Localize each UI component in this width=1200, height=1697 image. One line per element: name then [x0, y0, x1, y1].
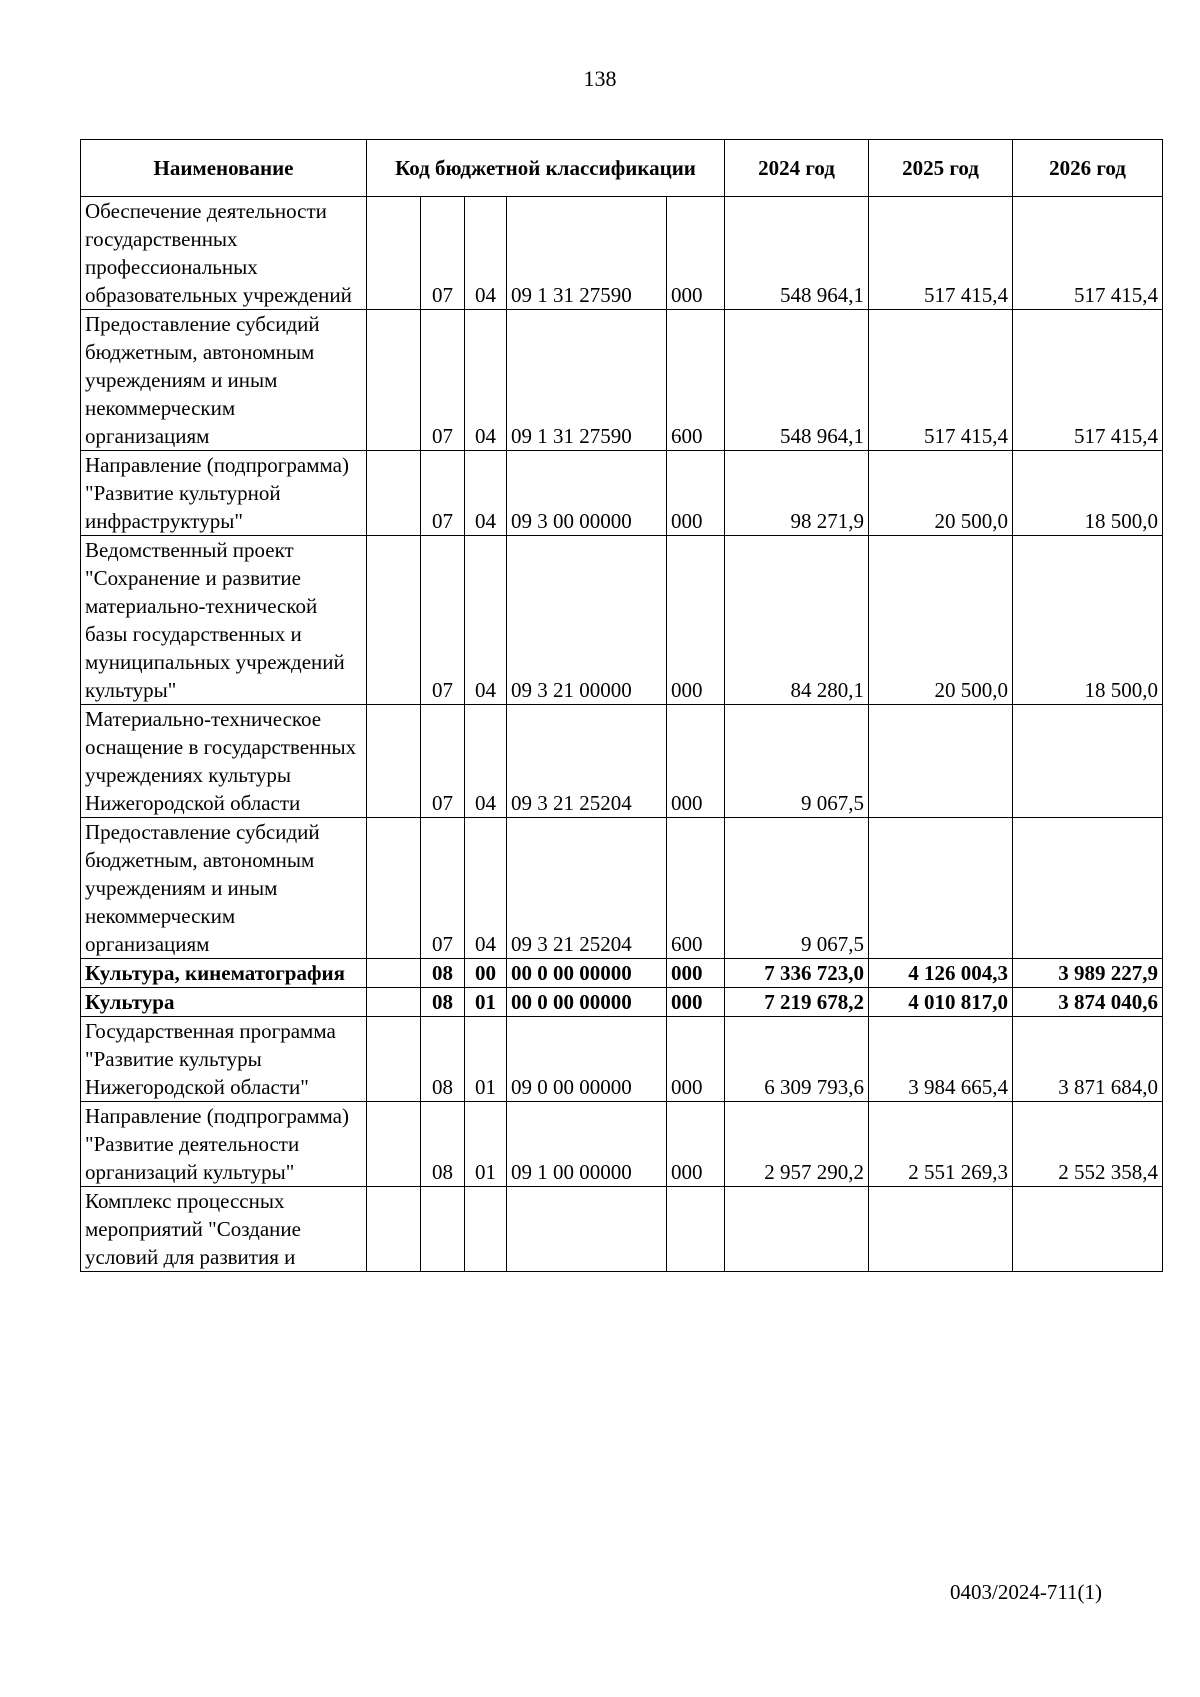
row-section-code: 07: [421, 705, 465, 818]
table-row: [81, 197, 1163, 310]
table-row: [81, 310, 1163, 451]
table-row: [81, 536, 1163, 705]
table-row: [81, 1187, 1163, 1272]
row-value-2026: 517 415,4: [1013, 310, 1163, 451]
row-value-2024: 548 964,1: [725, 197, 869, 310]
row-expense-type-code: 000: [667, 451, 725, 536]
budget-table: [80, 139, 1163, 1272]
row-section-code: 07: [421, 818, 465, 959]
page-number: 138: [583, 66, 617, 91]
row-value-2026: [1013, 705, 1163, 818]
table-row: [81, 451, 1163, 536]
row-value-2026: 517 415,4: [1013, 197, 1163, 310]
row-value-2024: [725, 1187, 869, 1272]
row-gap: [367, 988, 421, 1017]
row-target-code: 09 3 00 00000: [507, 451, 667, 536]
row-target-code: 09 1 00 00000: [507, 1102, 667, 1187]
row-value-2026: [1013, 1187, 1163, 1272]
row-value-2024: 2 957 290,2: [725, 1102, 869, 1187]
row-expense-type-code: 600: [667, 310, 725, 451]
row-target-code: [507, 1187, 667, 1272]
row-target-code: 00 0 00 00000: [507, 988, 667, 1017]
row-value-2026: 18 500,0: [1013, 536, 1163, 705]
row-gap: [367, 1102, 421, 1187]
row-name: Ведомственный проект "Сохранение и развитие материально-технической базы государственных и муниципальных учреждений культуры": [81, 536, 367, 705]
row-subsection-code: 00: [465, 959, 507, 988]
document-id: 0403/2024-711(1): [950, 1580, 1103, 1604]
row-expense-type-code: 000: [667, 1017, 725, 1102]
row-expense-type-code: [667, 1187, 725, 1272]
header-2024: 2024 год: [725, 140, 869, 197]
row-value-2024: 6 309 793,6: [725, 1017, 869, 1102]
row-section-code: 08: [421, 1017, 465, 1102]
row-value-2025: 517 415,4: [869, 310, 1013, 451]
row-value-2024: 9 067,5: [725, 818, 869, 959]
row-expense-type-code: 000: [667, 1102, 725, 1187]
table-row: [81, 988, 1163, 1017]
row-value-2024: 7 336 723,0: [725, 959, 869, 988]
row-target-code: 09 0 00 00000: [507, 1017, 667, 1102]
row-value-2026: 2 552 358,4: [1013, 1102, 1163, 1187]
row-value-2025: [869, 818, 1013, 959]
header-2026: 2026 год: [1013, 140, 1163, 197]
row-value-2025: [869, 705, 1013, 818]
row-name: Комплекс процессных мероприятий "Создание условий для развития и: [81, 1187, 367, 1272]
row-name: Культура: [81, 988, 367, 1017]
row-subsection-code: 04: [465, 705, 507, 818]
table-body: [81, 197, 1163, 1272]
row-value-2026: [1013, 818, 1163, 959]
row-expense-type-code: 000: [667, 197, 725, 310]
row-name: Направление (подпрограмма) "Развитие культурной инфраструктуры": [81, 451, 367, 536]
row-value-2024: 84 280,1: [725, 536, 869, 705]
row-section-code: 07: [421, 310, 465, 451]
header-name: Наименование: [81, 140, 367, 197]
row-gap: [367, 536, 421, 705]
row-expense-type-code: 000: [667, 536, 725, 705]
row-target-code: 09 1 31 27590: [507, 197, 667, 310]
row-value-2025: 20 500,0: [869, 451, 1013, 536]
row-name: Направление (подпрограмма) "Развитие деятельности организаций культуры": [81, 1102, 367, 1187]
table-row: [81, 705, 1163, 818]
row-value-2026: 3 874 040,6: [1013, 988, 1163, 1017]
row-gap: [367, 1187, 421, 1272]
row-subsection-code: 04: [465, 451, 507, 536]
row-subsection-code: 01: [465, 988, 507, 1017]
row-value-2025: 517 415,4: [869, 197, 1013, 310]
row-section-code: 08: [421, 1102, 465, 1187]
row-gap: [367, 310, 421, 451]
row-gap: [367, 1017, 421, 1102]
table-row: [81, 1017, 1163, 1102]
row-section-code: 08: [421, 959, 465, 988]
row-subsection-code: 04: [465, 818, 507, 959]
header-code: Код бюджетной классификации: [367, 140, 725, 197]
row-name: Обеспечение деятельности государственных профессиональных образовательных учреждений: [81, 197, 367, 310]
header-2025: 2025 год: [869, 140, 1013, 197]
row-gap: [367, 959, 421, 988]
row-value-2026: 18 500,0: [1013, 451, 1163, 536]
row-gap: [367, 197, 421, 310]
row-gap: [367, 818, 421, 959]
row-value-2025: 2 551 269,3: [869, 1102, 1013, 1187]
row-value-2026: 3 871 684,0: [1013, 1017, 1163, 1102]
row-value-2025: 4 126 004,3: [869, 959, 1013, 988]
row-value-2025: 3 984 665,4: [869, 1017, 1013, 1102]
row-expense-type-code: 000: [667, 959, 725, 988]
row-target-code: 09 1 31 27590: [507, 310, 667, 451]
row-value-2025: 20 500,0: [869, 536, 1013, 705]
row-section-code: [421, 1187, 465, 1272]
row-subsection-code: 04: [465, 197, 507, 310]
row-name: Предоставление субсидий бюджетным, автономным учреждениям и иным некоммерческим организациям: [81, 818, 367, 959]
row-gap: [367, 451, 421, 536]
row-value-2024: 9 067,5: [725, 705, 869, 818]
row-subsection-code: 01: [465, 1102, 507, 1187]
row-target-code: 09 3 21 25204: [507, 818, 667, 959]
row-target-code: 09 3 21 00000: [507, 536, 667, 705]
row-value-2026: 3 989 227,9: [1013, 959, 1163, 988]
row-subsection-code: [465, 1187, 507, 1272]
row-value-2025: 4 010 817,0: [869, 988, 1013, 1017]
table-row: [81, 818, 1163, 959]
row-expense-type-code: 000: [667, 988, 725, 1017]
row-name: Культура, кинематография: [81, 959, 367, 988]
row-value-2024: 98 271,9: [725, 451, 869, 536]
row-value-2024: 548 964,1: [725, 310, 869, 451]
row-target-code: 00 0 00 00000: [507, 959, 667, 988]
row-expense-type-code: 600: [667, 818, 725, 959]
row-name: Материально-техническое оснащение в государственных учреждениях культуры Нижегородской области: [81, 705, 367, 818]
row-name: Предоставление субсидий бюджетным, автономным учреждениям и иным некоммерческим организациям: [81, 310, 367, 451]
row-gap: [367, 705, 421, 818]
row-value-2024: 7 219 678,2: [725, 988, 869, 1017]
row-expense-type-code: 000: [667, 705, 725, 818]
table-row: [81, 959, 1163, 988]
table-row: [81, 1102, 1163, 1187]
row-name: Государственная программа "Развитие культуры Нижегородской области": [81, 1017, 367, 1102]
row-target-code: 09 3 21 25204: [507, 705, 667, 818]
row-value-2025: [869, 1187, 1013, 1272]
row-section-code: 07: [421, 536, 465, 705]
row-subsection-code: 01: [465, 1017, 507, 1102]
row-section-code: 08: [421, 988, 465, 1017]
row-section-code: 07: [421, 197, 465, 310]
row-subsection-code: 04: [465, 536, 507, 705]
row-section-code: 07: [421, 451, 465, 536]
table-header-row: [81, 140, 1163, 197]
row-subsection-code: 04: [465, 310, 507, 451]
